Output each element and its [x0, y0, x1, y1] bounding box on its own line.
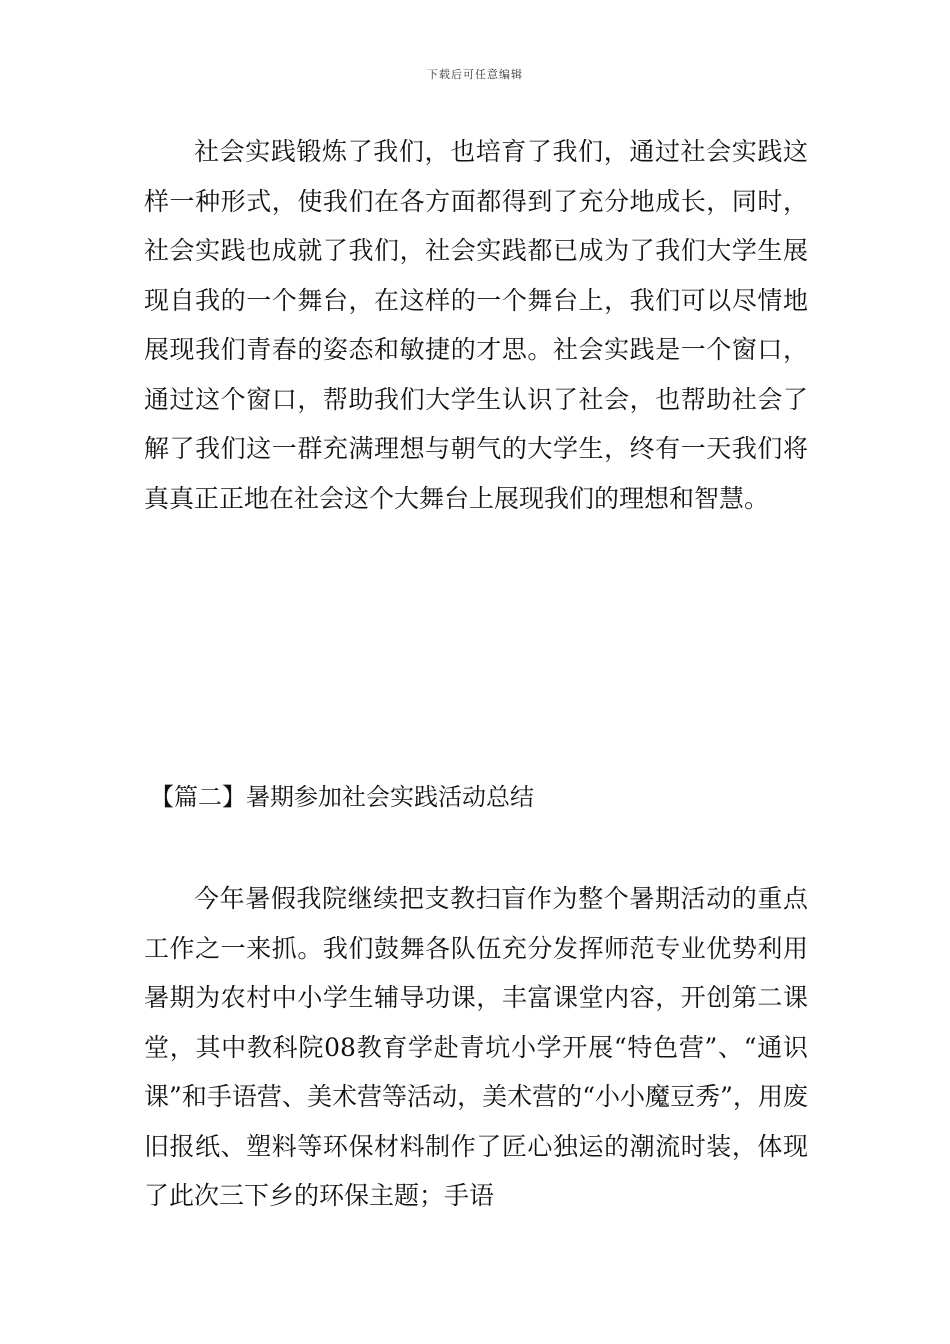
section-heading: 【篇二】暑期参加社会实践活动总结 [150, 783, 534, 811]
body-paragraph-2: 今年暑假我院继续把支教扫盲作为整个暑期活动的重点工作之一来抓。我们鼓舞各队伍充分发挥师范专业优势利用暑期为农村中小学生辅导功课，丰富课堂内容，开创第二课堂，其中教科院08教育学赴青坑小学开展“特色营”、“通识课”和手语营、美术营等活动，美术营的“小小魔豆秀”，用废旧报纸、塑料等环保材料制作了匠心独运的潮流时装，体现了此次三下乡的环保主题；手语 [144, 884, 808, 1210]
body-paragraph-1: 社会实践锻炼了我们，也培育了我们，通过社会实践这样一种形式，使我们在各方面都得到了充分地成长，同时，社会实践也成就了我们，社会实践都已成为了我们大学生展现自我的一个舞台，在这样的一个舞台上，我们可以尽情地展现我们青春的姿态和敏捷的才思。社会实践是一个窗口，通过这个窗口，帮助我们大学生认识了社会，也帮助社会了解了我们这一群充满理想与朝气的大学生，终有一天我们将真真正正地在社会这个大舞台上展现我们的理想和智慧。 [144, 137, 808, 513]
header-note: 下载后可任意编辑 [427, 68, 523, 81]
